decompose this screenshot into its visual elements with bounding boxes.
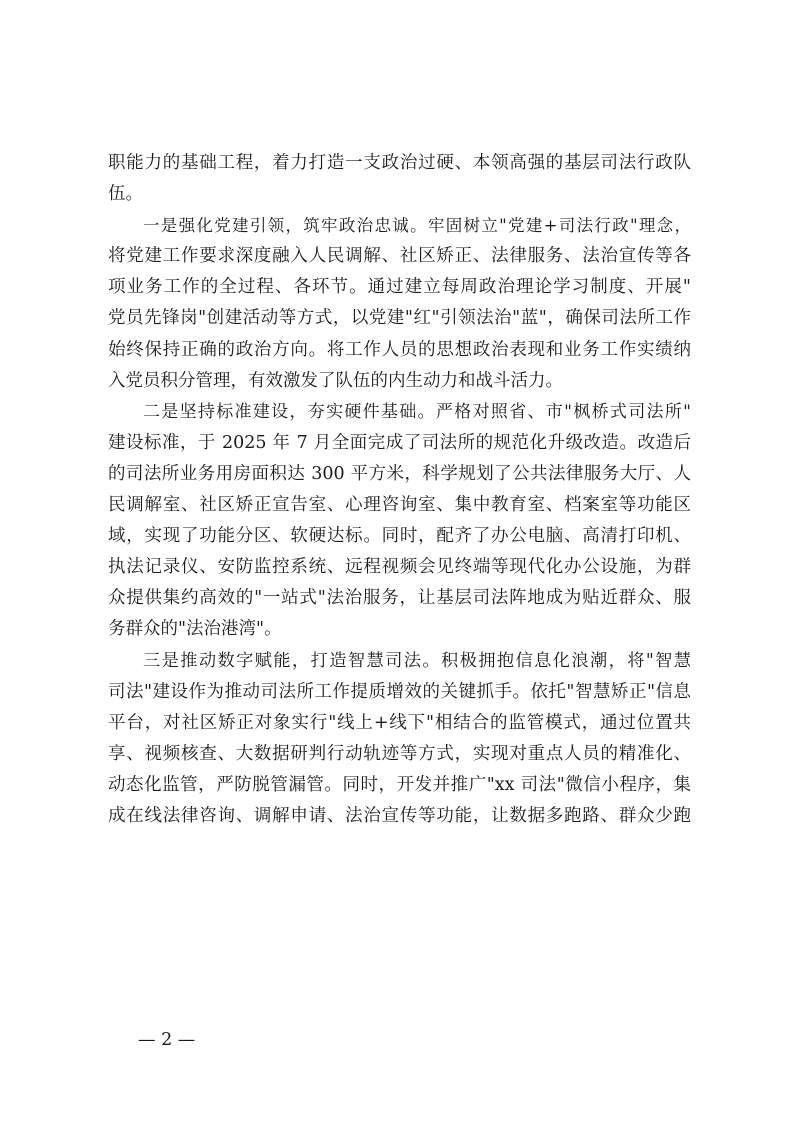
text-line: 三是推动数字赋能，打造智慧司法。积极拥抱信息化浪潮，将"智慧 xyxy=(143,650,691,671)
paragraph-intro-continuation xyxy=(108,148,691,210)
text-line: 伍。 xyxy=(108,184,143,205)
text-line: 执法记录仪、安防监控系统、远程视频会见终端等现代化办公设施，为群 xyxy=(108,557,691,578)
text-line: 域，实现了功能分区、软硬达标。同时，配齐了办公电脑、高清打印机、 xyxy=(108,526,691,547)
text-line: 二是坚持标准建设，夯实硬件基础。严格对照省、市"枫桥式司法所" xyxy=(143,401,691,422)
text-line: 将党建工作要求深度融入人民调解、社区矫正、法律服务、法治宣传等各 xyxy=(108,246,691,267)
text-line: 众提供集约高效的"一站式"法治服务，让基层司法阵地成为贴近群众、服 xyxy=(108,588,691,609)
body-text xyxy=(108,148,691,832)
text-line: 入党员积分管理，有效激发了队伍的内生动力和战斗活力。 xyxy=(108,370,563,391)
text-line: 务群众的"法治港湾"。 xyxy=(108,619,282,640)
page-number: — 2 — xyxy=(138,1030,196,1050)
paragraph-standard-construction xyxy=(108,397,691,646)
text-line: 项业务工作的全过程、各环节。通过建立每周政治理论学习制度、开展" xyxy=(108,277,691,298)
text-line: 职能力的基础工程，着力打造一支政治过硬、本领高强的基层司法行政队 xyxy=(108,153,691,173)
text-line: 民调解室、社区矫正宣告室、心理咨询室、集中教育室、档案室等功能区 xyxy=(108,495,691,516)
paragraph-party-building xyxy=(108,210,691,397)
text-line: 始终保持正确的政治方向。将工作人员的思想政治表现和业务工作实绩纳 xyxy=(108,339,691,360)
text-line: 动态化监管，严防脱管漏管。同时，开发并推广"xx 司法"微信小程序，集 xyxy=(108,774,691,795)
text-line: 成在线法律咨询、调解申请、法治宣传等功能，让数据多跑路、群众少跑 xyxy=(108,805,691,826)
text-line: 一是强化党建引领，筑牢政治忠诚。牢固树立"党建+司法行政"理念， xyxy=(143,216,691,236)
text-line: 的司法所业务用房面积达 300 平方米，科学规划了公共法律服务大厅、人 xyxy=(108,463,691,484)
text-line: 建设标准，于 2025 年 7 月全面完成了司法所的规范化升级改造。改造后 xyxy=(108,432,691,453)
text-line: 享、视频核查、大数据研判行动轨迹等方式，实现对重点人员的精准化、 xyxy=(108,743,691,764)
text-line: 党员先锋岗"创建活动等方式，以党建"红"引领法治"蓝"，确保司法所工作 xyxy=(108,308,691,329)
paragraph-digital-empowerment xyxy=(108,646,691,833)
text-line: 平台，对社区矫正对象实行"线上+线下"相结合的监管模式，通过位置共 xyxy=(108,712,691,733)
text-line: 司法"建设作为推动司法所工作提质增效的关键抓手。依托"智慧矫正"信息 xyxy=(108,681,691,702)
